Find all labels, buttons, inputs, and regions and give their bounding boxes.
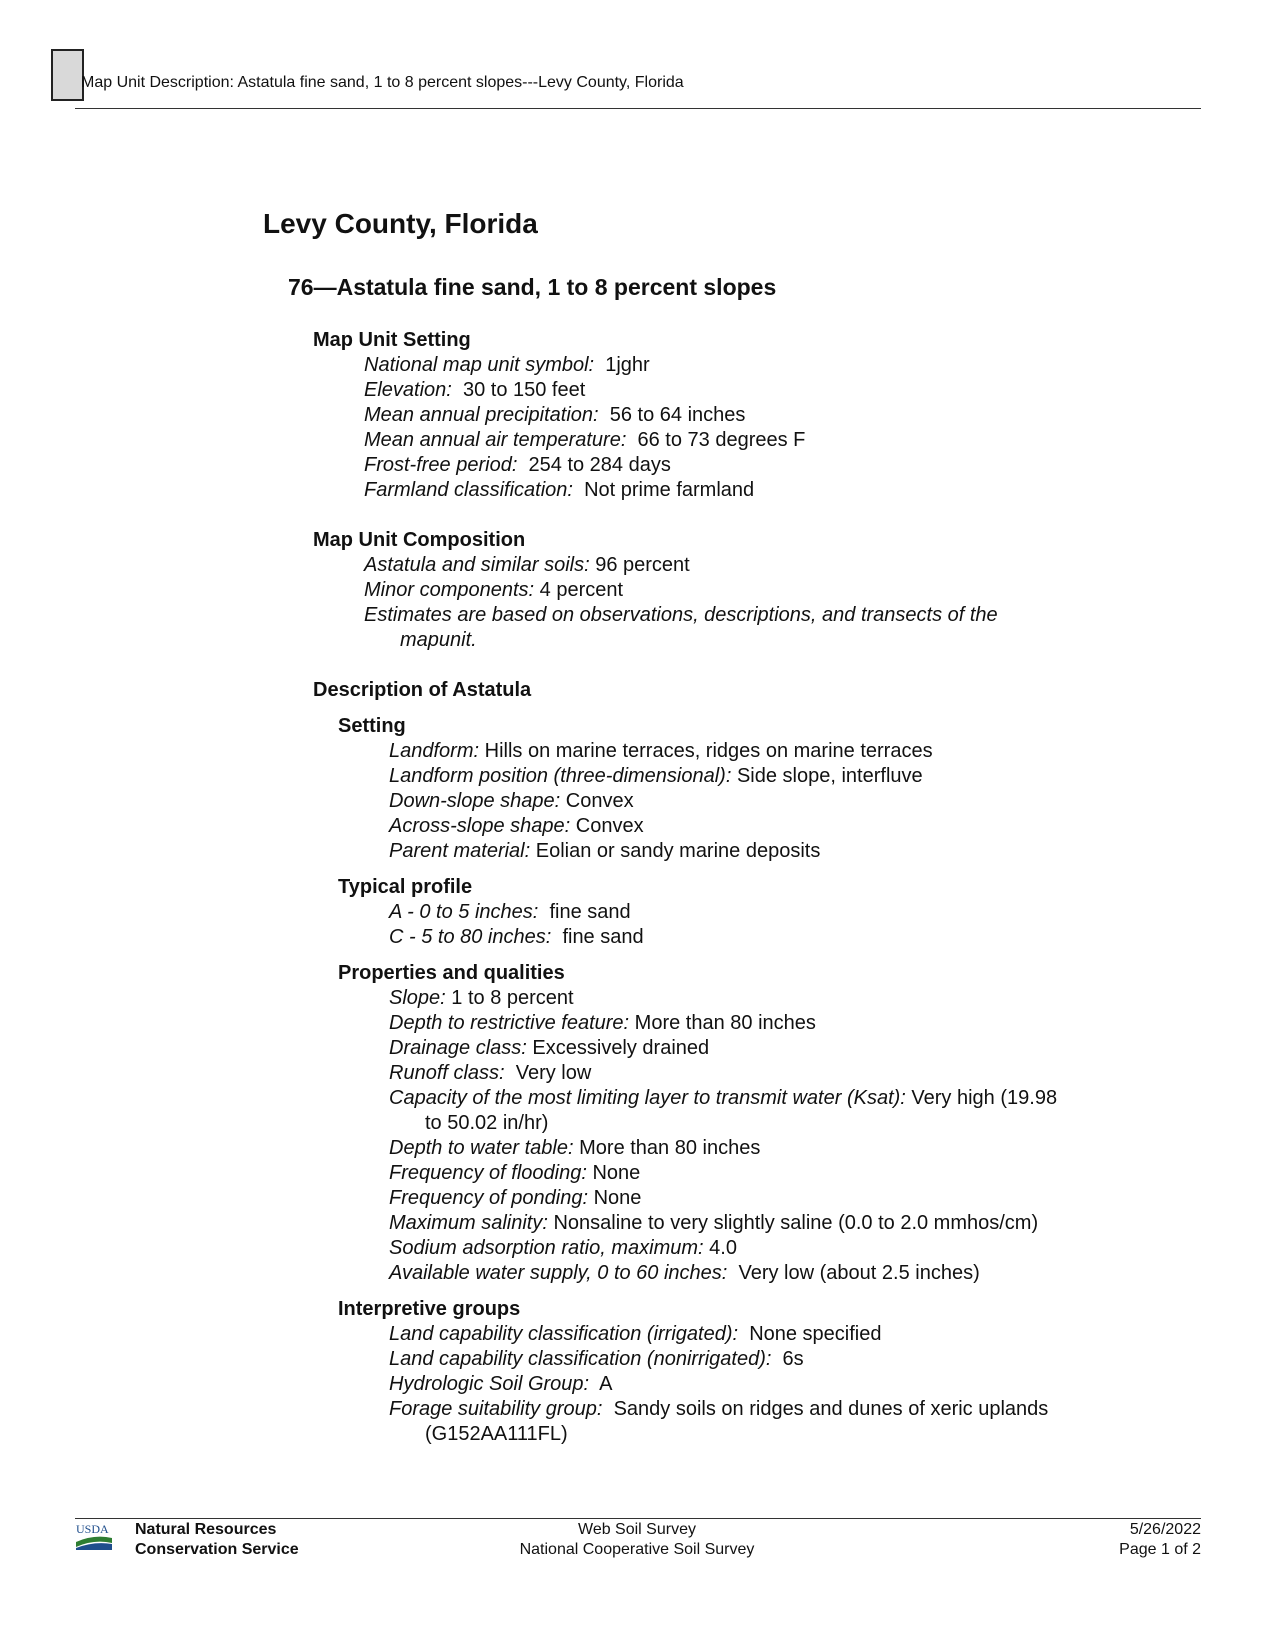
interpretive-item	[374, 1372, 1073, 1397]
item-label: Sodium adsorption ratio, maximum:	[389, 1237, 704, 1259]
item-value: Nonsaline to very slightly saline (0.0 to 2.0 mmhos/cm)	[553, 1212, 1039, 1234]
footer-right	[1119, 1520, 1201, 1560]
interpretive-heading: Interpretive groups	[338, 1298, 521, 1320]
usda-logo-text: USDA	[76, 1522, 109, 1536]
item-value: fine sand	[562, 926, 644, 948]
properties-heading: Properties and qualities	[338, 962, 565, 984]
item-label: Parent material:	[389, 840, 531, 862]
setting-item	[349, 453, 1073, 478]
property-item	[374, 1236, 1073, 1261]
item-label: Astatula and similar soils:	[364, 554, 590, 576]
item-value: More than 80 inches	[634, 1012, 816, 1034]
footer-agency-line2: Conservation Service	[135, 1541, 299, 1558]
item-value: Very high (19.98 to 50.02 in/hr)	[425, 1087, 1058, 1134]
interpretive-item	[374, 1322, 1073, 1347]
item-label: National map unit symbol:	[364, 354, 595, 376]
landform-item	[374, 739, 1073, 764]
item-value: 66 to 73 degrees F	[637, 429, 806, 451]
setting-item	[349, 428, 1073, 453]
item-value: Convex	[565, 790, 634, 812]
item-label: Drainage class:	[389, 1037, 527, 1059]
item-label: Land capability classification (nonirrigated):	[389, 1348, 772, 1370]
item-label: C - 5 to 80 inches:	[389, 926, 552, 948]
property-item	[374, 1211, 1073, 1236]
footer-agency	[135, 1520, 299, 1560]
item-value: 96 percent	[595, 554, 690, 576]
composition-note	[349, 603, 1073, 653]
item-label: Mean annual precipitation:	[364, 404, 599, 426]
item-value: 1 to 8 percent	[451, 987, 574, 1009]
item-value: A	[599, 1373, 613, 1395]
item-value: 4.0	[709, 1237, 737, 1259]
profile-item	[374, 900, 1073, 925]
item-value: Sandy soils on ridges and dunes of xeric uplands (G152AA111FL)	[425, 1398, 1049, 1445]
page-header-title: Map Unit Description: Astatula fine sand, 1 to 8 percent slopes---Levy County, Florida	[81, 74, 684, 91]
footer-page-number: Page 1 of 2	[1119, 1541, 1201, 1558]
item-value: 254 to 284 days	[528, 454, 671, 476]
item-label: Landform:	[389, 740, 480, 762]
item-value: Not prime farmland	[584, 479, 755, 501]
property-item	[374, 1186, 1073, 1211]
item-label: Depth to water table:	[389, 1137, 574, 1159]
item-value: Very low	[515, 1062, 592, 1084]
item-label: Landform position (three-dimensional):	[389, 765, 732, 787]
property-item	[374, 1036, 1073, 1061]
landform-item	[374, 764, 1073, 789]
item-label: Maximum salinity:	[389, 1212, 548, 1234]
item-label: Mean annual air temperature:	[364, 429, 627, 451]
composition-item	[349, 578, 1073, 603]
item-value: None	[592, 1162, 641, 1184]
item-value: 6s	[782, 1348, 804, 1370]
property-item	[374, 1011, 1073, 1036]
footer-date: 5/26/2022	[1129, 1521, 1201, 1538]
profile-item	[374, 925, 1073, 950]
item-value: More than 80 inches	[579, 1137, 761, 1159]
setting-item	[349, 353, 1073, 378]
footer-center-line2: National Cooperative Soil Survey	[519, 1541, 755, 1558]
property-item	[374, 1061, 1073, 1086]
item-value: Excessively drained	[532, 1037, 710, 1059]
item-value: 4 percent	[539, 579, 624, 601]
property-item	[374, 986, 1073, 1011]
item-label: Available water supply, 0 to 60 inches:	[389, 1262, 728, 1284]
page-marker-icon	[51, 49, 84, 101]
item-value: Side slope, interfluve	[736, 765, 923, 787]
setting-item	[349, 403, 1073, 428]
item-value: Hills on marine terraces, ridges on marine terraces	[484, 740, 933, 762]
item-label: Forage suitability group:	[389, 1398, 603, 1420]
map-unit-setting-heading: Map Unit Setting	[313, 329, 471, 351]
item-label: Farmland classification:	[364, 479, 573, 501]
item-label: Capacity of the most limiting layer to transmit water (Ksat):	[389, 1087, 906, 1109]
item-label: Land capability classification (irrigated):	[389, 1323, 739, 1345]
setting-item	[349, 478, 1073, 503]
item-label: Down-slope shape:	[389, 790, 561, 812]
composition-item	[349, 553, 1073, 578]
map-unit-heading: 76—Astatula fine sand, 1 to 8 percent slopes	[288, 274, 777, 300]
item-value: None	[593, 1187, 642, 1209]
setting-item	[349, 378, 1073, 403]
county-heading: Levy County, Florida	[263, 208, 538, 239]
item-value: fine sand	[549, 901, 631, 923]
property-item	[374, 1161, 1073, 1186]
interpretive-item	[374, 1397, 1073, 1447]
map-unit-content	[313, 328, 1073, 1447]
item-label: Hydrologic Soil Group:	[389, 1373, 590, 1395]
item-value: 56 to 64 inches	[609, 404, 746, 426]
property-item	[374, 1136, 1073, 1161]
item-value: None specified	[749, 1323, 882, 1345]
footer-agency-line1: Natural Resources	[135, 1521, 277, 1538]
item-value: Very low (about 2.5 inches)	[738, 1262, 980, 1284]
usda-logo-icon	[75, 1522, 113, 1552]
header-divider	[75, 108, 1201, 109]
footer-center	[437, 1520, 837, 1560]
item-value: 1jghr	[605, 354, 650, 376]
description-heading: Description of Astatula	[313, 679, 532, 701]
composition-note-text: Estimates are based on observations, descriptions, and transects of the mapunit.	[364, 604, 998, 651]
item-value: Eolian or sandy marine deposits	[535, 840, 821, 862]
item-value: 30 to 150 feet	[462, 379, 586, 401]
item-label: Across-slope shape:	[389, 815, 571, 837]
landform-item	[374, 814, 1073, 839]
interpretive-item	[374, 1347, 1073, 1372]
property-item	[374, 1086, 1073, 1136]
landform-item	[374, 789, 1073, 814]
item-label: Frost-free period:	[364, 454, 518, 476]
typical-profile-heading: Typical profile	[338, 876, 473, 898]
item-label: Elevation:	[364, 379, 452, 401]
map-unit-composition-heading: Map Unit Composition	[313, 529, 526, 551]
landform-item	[374, 839, 1073, 864]
item-label: A - 0 to 5 inches:	[389, 901, 539, 923]
item-label: Slope:	[389, 987, 446, 1009]
item-label: Frequency of flooding:	[389, 1162, 587, 1184]
setting-heading: Setting	[338, 715, 406, 737]
item-label: Runoff class:	[389, 1062, 505, 1084]
footer-center-line1: Web Soil Survey	[578, 1521, 696, 1538]
property-item	[374, 1261, 1073, 1286]
footer-divider	[75, 1518, 1201, 1519]
item-label: Frequency of ponding:	[389, 1187, 589, 1209]
item-label: Minor components:	[364, 579, 535, 601]
item-label: Depth to restrictive feature:	[389, 1012, 630, 1034]
item-value: Convex	[575, 815, 644, 837]
